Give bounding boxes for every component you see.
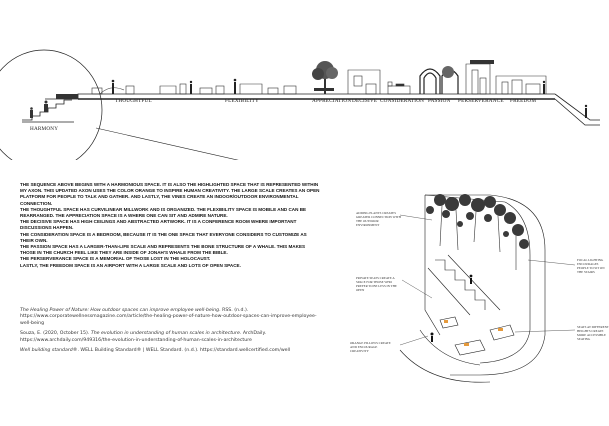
annotation-orange-pillows: ORANGE PILLOWS CREATE AND ENCOURAGE CREATIVITY <box>350 341 391 353</box>
annotation-plants: ADDING PLANTS CREATES GREATER CONNECTION WITH THE OUTDOOR ENVIRONMENT <box>356 211 401 227</box>
reference-rest: . WELL Building Standard® | WELL Standard. (n.d.). https://standard.wellcertified.com/well <box>77 348 291 354</box>
reference-item <box>20 331 320 344</box>
reference-rest: . RSS. (n.d.). https://www.corporatewellnessmagazine.com/article/the-healing-power-of-nature-how-outdoor-spaces-can-improve-employee-well-being <box>20 308 317 326</box>
description-paragraph: THE PERSERVERANCE SPACE IS A MEMORIAL OF THOSE LOST IN THE HOLOCAUST. <box>20 256 211 262</box>
description-paragraph: LASTLY, THE FREEDOM SPACE IS AN AIRPORT WITH A LARGE SCALE AND LOTS OF OPEN SPACE. <box>20 262 241 268</box>
label-perserverance: PERSERVERANCE <box>458 98 504 104</box>
reference-title: Well building standard® <box>20 348 78 354</box>
axon-drawing <box>330 160 600 390</box>
reference-rest: . ArchDaily. https://www.archdaily.com/949316/the-evolution-in-understanding-of-human-scales-in-architecture <box>20 331 267 343</box>
tree-icon <box>312 61 338 94</box>
annotation-focal-lighting: FOCAL LIGHTING ENCOURAGES PEOPLE TO SIT ON THE STAIRS <box>577 258 605 274</box>
label-freedom: FREEDOM <box>510 98 537 104</box>
description-block <box>20 182 320 269</box>
reference-lead: Souza, E. (2020, October 15). <box>20 331 91 337</box>
reference-title: The Healing Power of Nature: How outdoor spaces can improve employee well-being <box>20 308 220 313</box>
description-paragraph: THE DECISIVE SPACE HAS HIGH CEILINGS AND ABSTRACTED ARTWORK. IT IS A CONFERENCE ROOM WHERE IMPORTANT DISCUSSIONS HAPPEN. <box>20 219 297 231</box>
description-paragraph: THE SEQUENCE ABOVE BEGINS WITH A HARMONIOUS SPACE. IT IS ALSO THE HIGHLIGHTED SPACE THAT IS REPRESENTED WITHIN MY AXON. THIS UPDATED AXON USES THE COLOR ORANGE TO INSPIRE HUMAN CREATIVITY. THE LARGE SCALE CREATES AN OPEN PLATFORM FOR PEOPLE TO TALK AND GATHER. AND LASTLY, THE VINES CREATE AN INDOOR/OUTDOOR ENVIRONMENTAL CONNECTION. <box>20 182 320 206</box>
label-appreciation: APPRECIATION <box>312 98 352 104</box>
description-paragraph: THE CONSIDERATION SPACE IS A BEDROOM, BECAUSE IT IS THE ONE SPACE THAT EVERYONE CONSIDERS TO CUSTOMIZE AS THEIR OWN. <box>20 231 307 243</box>
description-paragraph: THE PASSION SPACE HAS A LARGER-THAN-LIFE SCALE AND REPRESENTS THE BONE STRUCTURE OF A WHALE. THIS MAKES THOSE IN THE CHURCH FEEL LIKE THEY ARE INSIDE OF JONAH'S WHALE FROM THE BIBLE. <box>20 244 306 256</box>
label-consideration: CONSIDERATION <box>380 98 425 104</box>
references-block <box>20 308 320 358</box>
label-harmony: HARMONY <box>30 126 59 132</box>
harmony-stairs <box>30 94 78 118</box>
section-elevation <box>0 0 609 160</box>
reference-item <box>20 348 320 354</box>
label-passion: PASSION <box>428 98 451 104</box>
reference-item <box>20 308 320 327</box>
label-thoughtful: THOUGHTFUL <box>115 98 152 104</box>
reference-title: The evolution in understanding of human scales in architecture <box>90 331 240 337</box>
annotation-seat-heights: SEATS AT DIFFERENT HEIGHTS CREATE MORE ACCESSIBLE SEATING <box>577 325 609 341</box>
label-decisive: DECISIVE <box>352 98 378 104</box>
description-paragraph: THE THOUGHTFUL SPACE HAS CURVILINEAR MILLWORK AND IS ORGANIZED. THE FLEXIBILITY SPACE IS MOBILE AND CAN BE REARRANGED. THE APPRECIATION SPACE IS A WHERE ONE CAN SIT AND ADMIRE NATURE. <box>20 206 307 219</box>
label-flexibility: FLEXIBILITY <box>225 98 259 104</box>
orange-pillow-icon <box>444 320 503 346</box>
annotation-private-seats: PRIVATE SEATS CREATE A SPACE FOR THOSE WHO PREFER TO BE LESS IN THE OPEN <box>356 276 397 292</box>
